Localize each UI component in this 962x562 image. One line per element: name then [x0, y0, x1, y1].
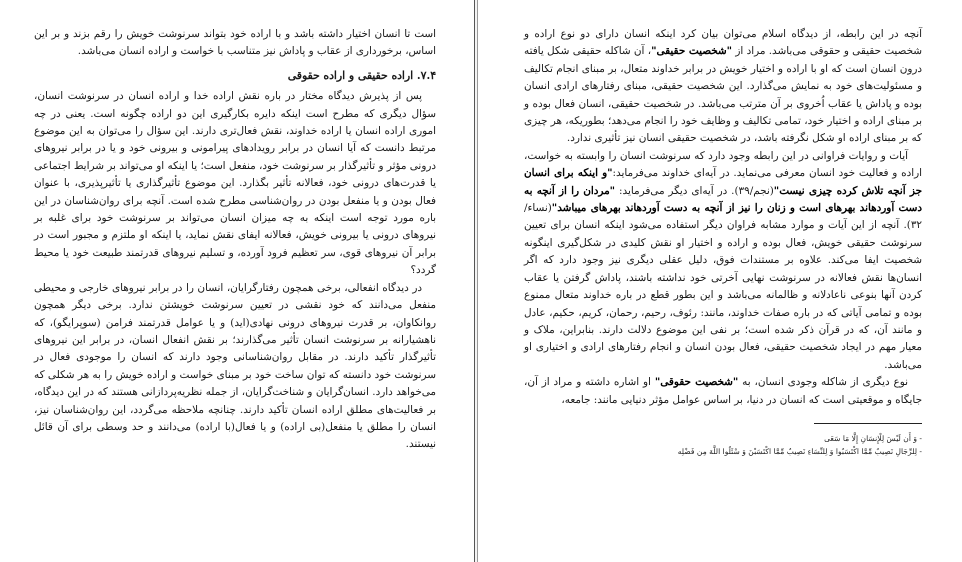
left-paragraph-2: در دیدگاه انفعالی، برخی همچون رفتارگرایان، انسان را در برابر نیروهای خارجی و محیطی منفعل می‌دانند که خود نقشی در تعیین سرنوشت خویشتن ندارد. برخی دیگر همچون روانکاوان، بر قدرت نیروهای درونی نهادی(اید) و یا عوامل قدرتمند فرامن (سوپرایگو)، که ناهشیارانه بر سرنوشت انسان تأثیر می‌گذارند؛ بر نقش انفعال انسان، در برابر این نیروهای تأثیرگذار تأکید دارند. در مقابل روان‌شناسانی وجود دارند که انسان را موجودی فعال در سرنوشت خود دانسته که توان ساخت خود بر مبنای خواست و اراده خویش را به هر شکلی که می‌خواهد دارد. انسان‌گرایان و شناخت‌گرایان، از جمله نظریه‌پردازانی هستند که در این دیدگاه، بر فعالیت‌های مطلق اراده انسان تأکید دارند. چنانچه ملاحظه می‌گردد، این روان‌شناسان نیز، انسان را مطلق یا منفعل(بی اراده) و یا فعال(با اراده) می‌دانند و حد وسطی برای آن قائل نیستند.	[34, 281, 436, 451]
right-p1-text-b: ، آن شاکله حقیقی شکل یافته درون انسان است که او با اراده و اختیار خویش در برابر خداوند متعال، بر مبنای انجام تکالیف و مسئولیت‌های خود به نمایش می‌گذارد. این شخصیت حقیقی، مبنای رفتارهای ارادی انسان بوده و پاداش یا عقاب اُخروی بر آن مترتب می‌باشد. در شخصیت حقیقی، انسان فعال بوده و بر مبنای اراده و اختیار خود، تمامی تکالیف و وظایف خود را انجام می‌دهد؛ بطوریکه، هر چیزی که بر مبنای اراده او شکل نگرفته باشد، در شخصیت حقیقی انسان نیز تأثیری ندارد.	[524, 45, 922, 145]
right-paragraph-3	[524, 374, 922, 409]
right-p2-text-a: آیات و روایات فراوانی در این رابطه وجود دارد که سرنوشت انسان را وابسته به خواست، اراده و فعالیت خود انسان معرفی می‌نماید. در آیه‌ای خداوند می‌فرماید:	[524, 149, 922, 180]
right-page	[478, 0, 962, 562]
right-p3-text-b: او اشاره داشته و مراد از آن، جایگاه و موقعیتی است که انسان در دنیا، بر اساس عوامل مؤثر دنیایی مانند: جامعه،	[524, 376, 922, 406]
footnote-2: - لِلرِّجَالِ نَصِیبٌ مِّمَّا اکْتَسَبُوا وَ لِلنِّسَاءِ نَصِیبٌ مِّمَّا اکْتَسَبْنَ وَ سْئَلُوا اللَّهَ مِن فَضْلِه	[677, 446, 922, 456]
quran-quote-nisa: "مردان را از آنچه به دست آوردهاند بهرهای است و زنان را نیز از آنچه به دست آوردهاند بهرهای میباشد"	[524, 184, 922, 215]
right-p3-text-a: نوع دیگری از شاکله وجودی انسان، به	[738, 376, 909, 389]
right-paragraph-1	[524, 26, 922, 148]
left-intro-paragraph: است تا انسان اختیار داشته باشد و با اراده خود بتواند سرنوشت خویش را رقم بزند و بر این اساس، برخورداری از عقاب و پاداش نیز متناسب با خواست و اراده انسان می‌باشد.	[34, 28, 436, 58]
quran-quote-najm: "و اینکه برای انسان جز آنچه تلاش کرده چیزی نیست"	[524, 167, 922, 197]
term-real-personality: "شخصیت حقیقی"	[651, 45, 733, 58]
section-heading: ۷.۴. اراده حقیقی و اراده حقوقی	[287, 68, 436, 82]
right-p2-text-b: (نجم/۳۹). در آیه‌ای دیگر می‌فرماید:	[615, 184, 774, 197]
footnote-1: - وَ أَن لَیْسَ لِلْإِنسَانِ إِلَّا مَا سَعَى	[824, 433, 922, 443]
left-page	[0, 0, 474, 562]
footnote-divider	[814, 423, 922, 424]
term-legal-personality: "شخصیت حقوقی"	[654, 376, 739, 389]
right-p1-text-a: آنچه در این رابطه، از دیدگاه اسلام می‌توان بیان کرد اینکه انسان دارای دو نوع اراده و شخصیت حقیقی و حقوقی می‌باشد. مراد از	[524, 28, 922, 58]
right-p2-text-c: (نساء/۳۲). آنچه از این آیات و موارد مشابه فراوان دیگر استفاده می‌شود اینکه انسان برای تعیین سرنوشت حقیقی خویش، فعال بوده و اراده و اختیار او نقش کلیدی در شکل‌گیری اینگونه شخصیت ایفا می‌کند. علاوه بر مستندات فوق، دلیل عقلی دیگری نیز وجود دارد که اگر انسان‌ها نقش فعالانه در سرنوشت نهایی آخرتی خود نداشته باشند، پاداش گرفتن یا عقاب کردن آنها بنوعی ناعادلانه و ظالمانه می‌باشد و این بطور قطع در باره خداوند متعال ممنوع بوده و تمامی آیاتی که در باره صفات خداوند، مانند: رئوف، رحیم، رحمان، کریم، حکیم، عادل و مانند آن، که در قرآن ذکر شده است؛ بر نفی این موضوع دلالت دارند. بنابراین، ملاک و معیار مهم در ایجاد شخصیت حقیقی، فعال بودن انسان و انجام رفتارهای ارادی و اختیاری او می‌باشد.	[524, 202, 922, 371]
right-paragraph-2	[524, 148, 922, 374]
left-paragraph-1: پس از پذیرش دیدگاه مختار در باره نقش اراده خدا و اراده انسان در سرنوشت انسان، سؤال دیگری که مطرح است اینکه دایره بکارگیری این دو اراده چگونه است. یعنی در چه اموری اراده انسان یا اراده خداوند، نقش فعال‌تری دارند. این سؤال را می‌توان به این موضوع مرتبط دانست که آیا انسان در برابر رویدادهای پیرامونی و بیرونی خود و یا در برابر نیروهای درونی مؤثر و تأثیرگذار بر سرنوشت خود، منفعل است؛ یا اینکه او می‌تواند بر شرایط اجتماعی یا قدرت‌های درونی خود، فعالانه تأثیر بگذارد. این موضوع تأثیرگذاری یا تأثیرپذیری، با عنوان فعال بودن و یا منفعل بودن در روان‌شناسی مطرح شده است. آنچه برای روان‌شناسان در این باره مورد توجه است اینکه به چه میزان انسان می‌تواند بر سرنوشت خود برای غلبه بر نیروهای درونی یا بیرونی خویش، فعالانه ایفای نقش نماید، یا اینکه او ملتزم و مجبور است در برابر آن نیروهای قوی، سر تعظیم فرود آورده، و تسلیم نیروهای قدرتمند طبیعت خود یا محیط گردد؟	[34, 90, 436, 277]
